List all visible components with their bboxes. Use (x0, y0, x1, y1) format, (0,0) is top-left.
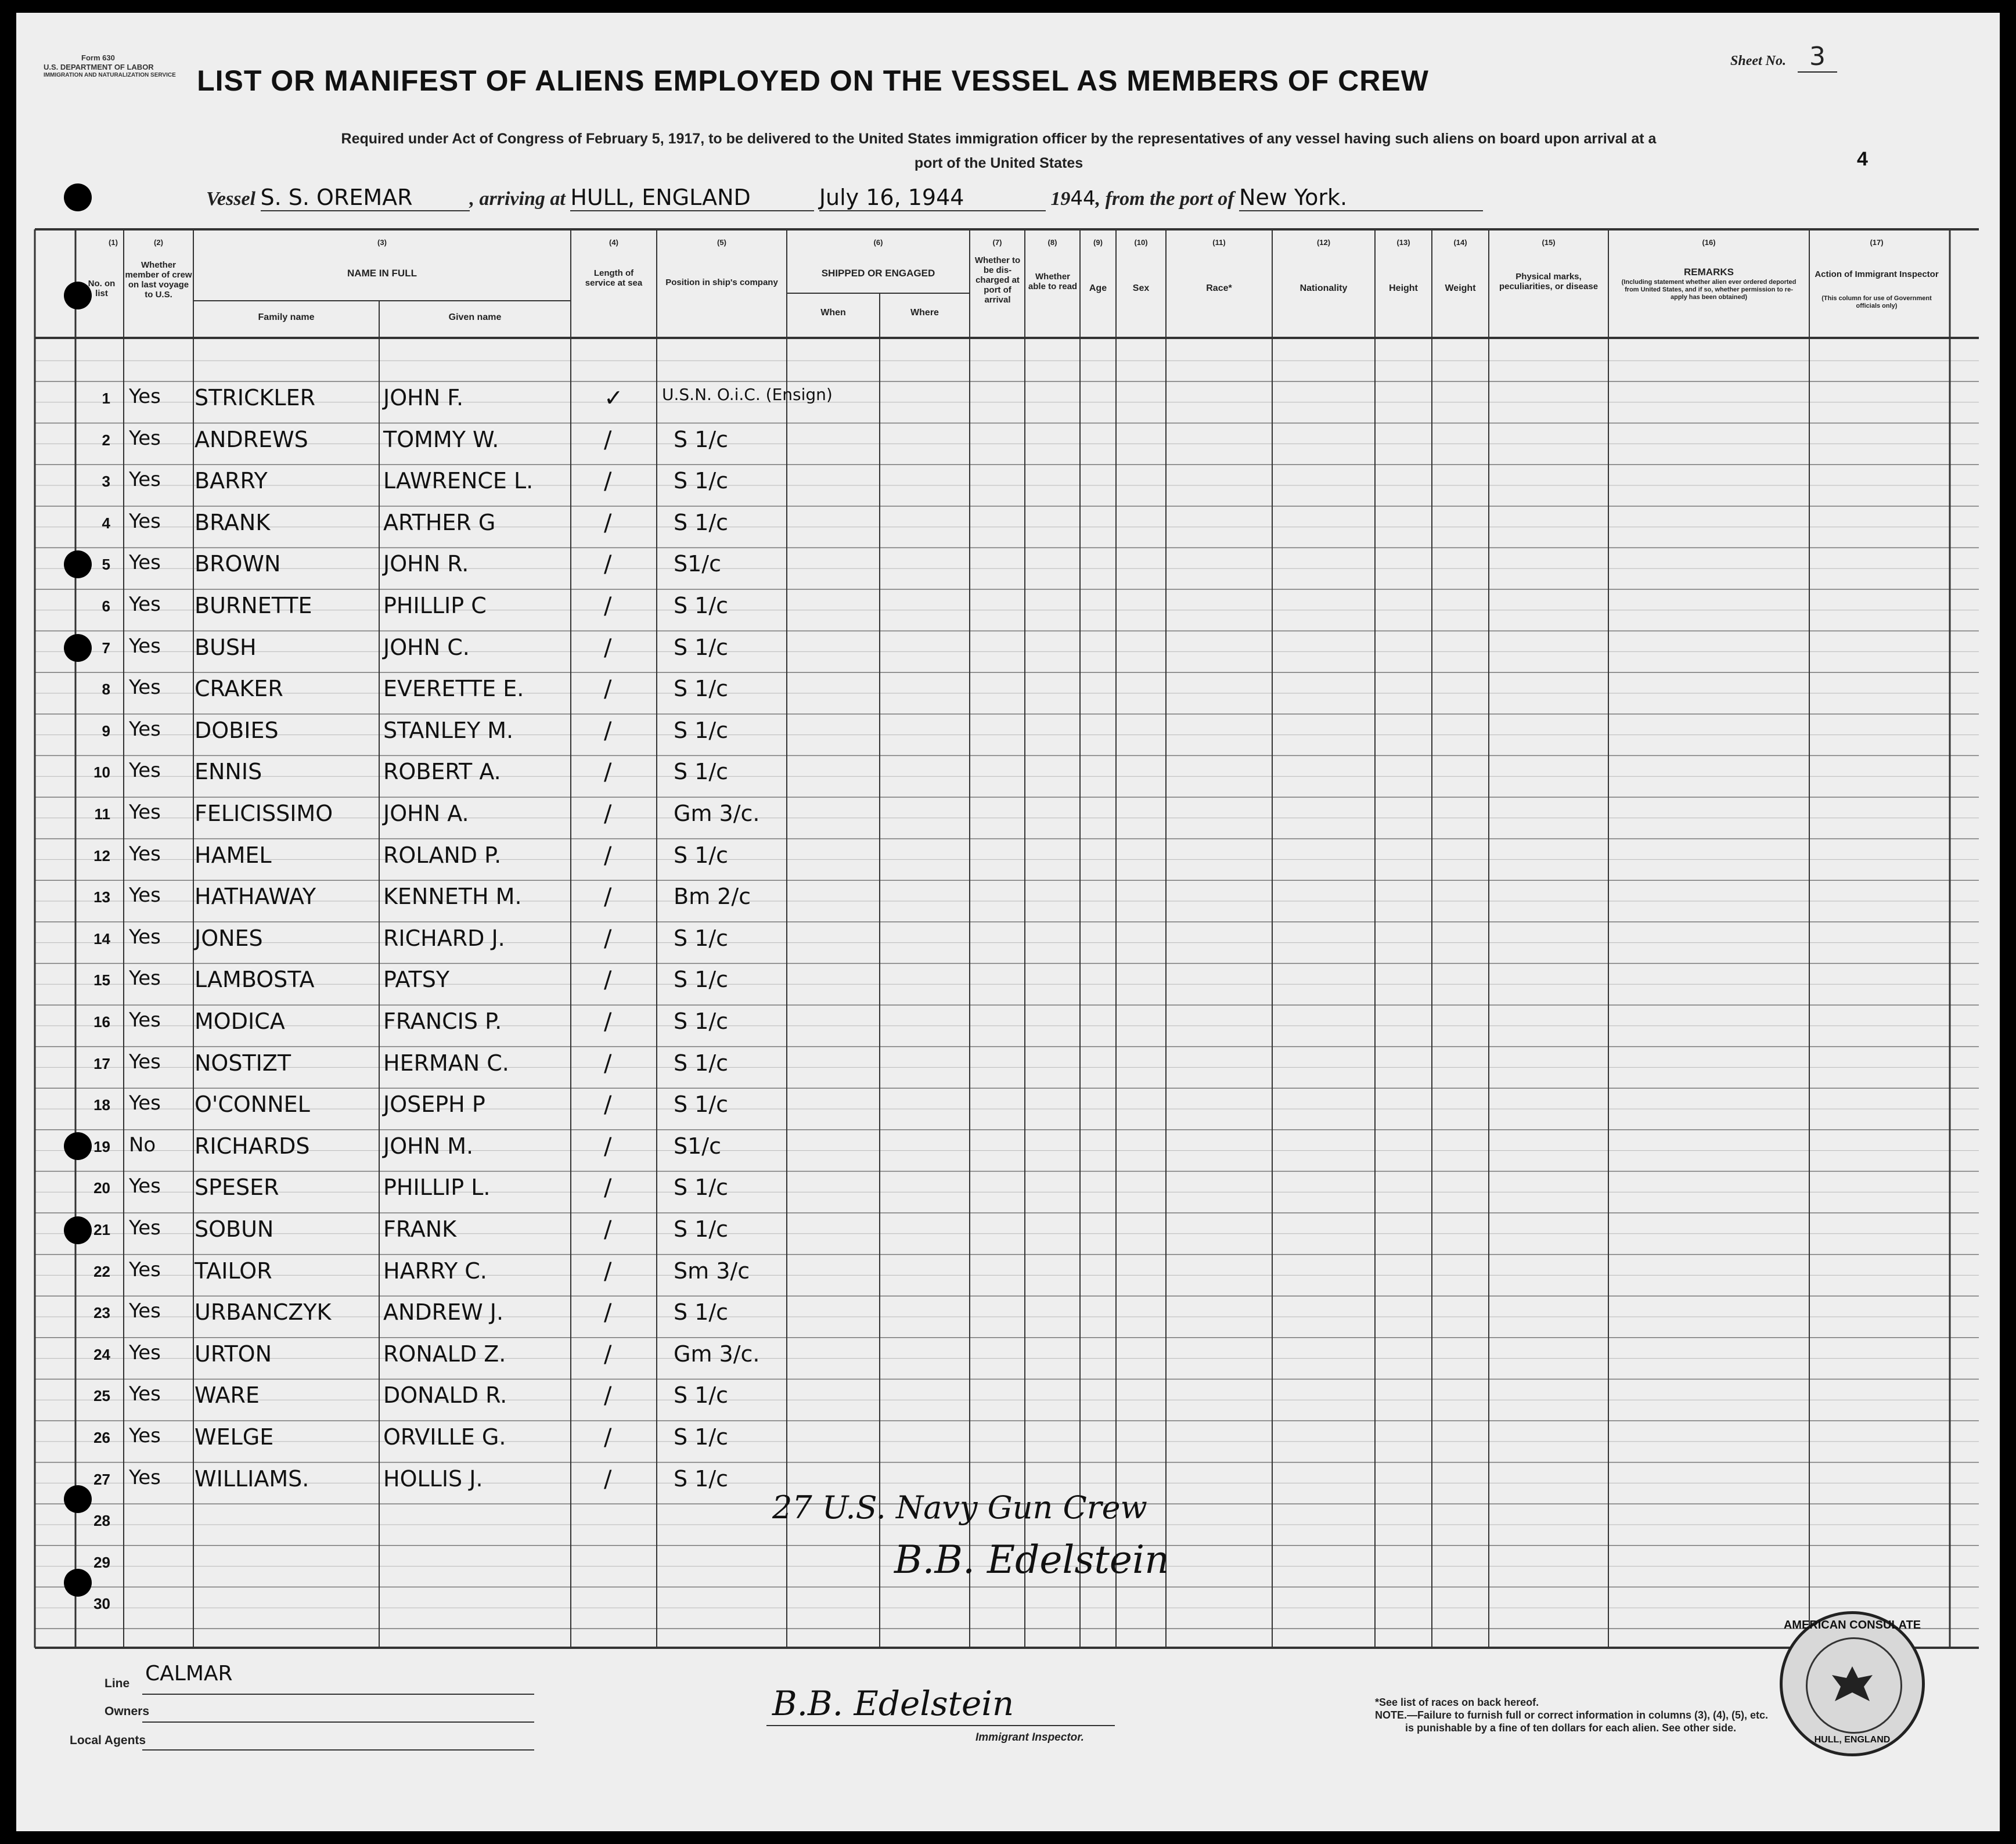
service-cell: / (604, 509, 612, 536)
family-name-cell: BROWN (195, 551, 281, 577)
family-name-cell: HATHAWAY (195, 884, 316, 910)
given-name-cell: HARRY C. (383, 1258, 487, 1284)
service-cell: / (604, 1050, 612, 1077)
row-number: 12 (93, 847, 110, 865)
service-cell: / (604, 925, 612, 952)
position-cell: S 1/c (674, 468, 729, 494)
position-cell: S 1/c (674, 593, 729, 618)
from-port-label: , from the port of (1095, 188, 1234, 210)
from-port: New York. (1239, 185, 1483, 211)
arrival-date: July 16, 1944 (819, 185, 1046, 211)
previous-voyage-cell: Yes (129, 717, 161, 741)
row-number: 3 (102, 473, 110, 491)
position-cell: S 1/c (674, 967, 729, 993)
owners-label: Owners (105, 1705, 150, 1718)
consulate-stamp (1780, 1611, 1925, 1756)
row-number: 20 (93, 1179, 110, 1197)
given-name-cell: JOHN R. (383, 551, 469, 577)
row-number: 10 (93, 763, 110, 781)
given-name-cell: FRANK (383, 1216, 457, 1242)
stamp-top-text: AMERICAN CONSULATE (1783, 1619, 1921, 1631)
row-number: 21 (93, 1221, 110, 1238)
previous-voyage-cell: Yes (129, 967, 161, 991)
form-department: U.S. DEPARTMENT OF LABOR (44, 63, 154, 71)
position-cell: S 1/c (674, 1216, 729, 1242)
position-cell: Gm 3/c. (674, 801, 760, 826)
col-num-4: (4) (609, 238, 618, 247)
row-number: 22 (93, 1262, 110, 1280)
line-value: CALMAR (145, 1662, 233, 1685)
col-header-name: NAME IN FULL (347, 268, 417, 279)
position-cell: U.S.N. O.i.C. (Ensign) (662, 385, 833, 404)
given-name-cell: JOHN A. (383, 801, 469, 826)
col-num-11: (11) (1212, 238, 1226, 247)
previous-voyage-cell: Yes (129, 468, 161, 492)
family-name-cell: WILLIAMS. (195, 1465, 309, 1492)
service-cell: / (604, 551, 612, 578)
position-cell: S 1/c (674, 1465, 729, 1492)
col-header-when: When (820, 308, 846, 318)
col-header-discharged: Whether to be dis-charged at port of arrival (974, 255, 1021, 305)
row-number: 8 (102, 680, 110, 698)
row-number: 24 (93, 1345, 110, 1363)
given-name-cell: EVERETTE E. (383, 676, 524, 702)
form-service: IMMIGRATION AND NATURALIZATION SERVICE (44, 72, 176, 78)
previous-voyage-cell: Yes (129, 593, 161, 616)
subtitle-line-2: port of the United States (914, 155, 1083, 171)
given-name-cell: HERMAN C. (383, 1050, 509, 1076)
service-cell: / (604, 1175, 612, 1202)
family-name-cell: WELGE (195, 1424, 274, 1450)
previous-voyage-cell: Yes (129, 1424, 161, 1447)
service-cell: / (604, 593, 612, 620)
given-name-cell: RONALD Z. (383, 1341, 506, 1367)
row-number: 16 (93, 1013, 110, 1031)
given-name-cell: ANDREW J. (383, 1299, 504, 1326)
given-name-cell: PATSY (383, 967, 450, 993)
inspector-signature: B.B. Edelstein (772, 1684, 1014, 1723)
row-number: 17 (93, 1054, 110, 1072)
position-cell: S 1/c (674, 1175, 729, 1201)
previous-voyage-cell: Yes (129, 1341, 161, 1364)
previous-voyage-cell: Yes (129, 385, 161, 408)
row-number: 28 (93, 1512, 110, 1530)
family-name-cell: RICHARDS (195, 1133, 310, 1159)
col-num-10: (10) (1134, 238, 1148, 247)
col-num-2: (2) (154, 238, 163, 247)
position-cell: Bm 2/c (674, 884, 751, 910)
previous-voyage-cell: Yes (129, 676, 161, 700)
row-number: 4 (102, 514, 110, 532)
given-name-cell: ROLAND P. (383, 842, 502, 868)
previous-voyage-cell: No (129, 1133, 156, 1157)
subtitle-line-1: Required under Act of Congress of February 5, 1917, to be delivered to the United States immigration officer by the representatives of any vessel having such aliens on board upon arrival at a (341, 131, 1657, 147)
col-header-inspector-note: (This column for use of Government officials only) (1821, 295, 1932, 309)
row-number: 30 (93, 1595, 110, 1613)
previous-voyage-cell: Yes (129, 551, 161, 575)
col-header-nationality: Nationality (1299, 283, 1348, 293)
row-number: 7 (102, 639, 110, 657)
inspector-label: Immigrant Inspector. (975, 1731, 1084, 1744)
previous-voyage-cell: Yes (129, 842, 161, 866)
service-cell: / (604, 842, 612, 869)
previous-voyage-cell: Yes (129, 1465, 161, 1489)
col-num-6: (6) (873, 238, 883, 247)
row-number: 11 (94, 805, 110, 823)
given-name-cell: JOHN M. (383, 1133, 474, 1159)
col-num-16: (16) (1702, 238, 1716, 247)
row-number: 9 (102, 722, 110, 740)
year-written: 44 (1070, 187, 1096, 210)
gun-crew-annotation: 27 U.S. Navy Gun Crew (772, 1489, 1147, 1526)
col-num-3: (3) (377, 238, 387, 247)
row-number: 6 (102, 597, 110, 615)
family-name-cell: MODICA (195, 1009, 285, 1034)
local-agents-label: Local Agents (70, 1734, 146, 1747)
failure-note: NOTE.—Failure to furnish full or correct information in columns (3), (4), (5), etc. (1375, 1709, 1769, 1721)
position-cell: S 1/c (674, 1424, 729, 1450)
given-name-cell: PHILLIP L. (383, 1175, 491, 1201)
row-number: 18 (93, 1096, 110, 1114)
given-name-cell: TOMMY W. (383, 426, 499, 452)
col-header-remarks: REMARKS (1684, 266, 1734, 278)
year-printed: 19 (1050, 188, 1071, 210)
vessel-label: Vessel (206, 188, 255, 210)
family-name-cell: ENNIS (195, 759, 262, 785)
given-name-cell: PHILLIP C (383, 593, 487, 618)
row-number: 26 (93, 1429, 110, 1446)
family-name-cell: DOBIES (195, 717, 279, 743)
stamp-bottom-text: HULL, ENGLAND (1814, 1735, 1891, 1745)
col-header-age: Age (1089, 283, 1107, 293)
family-name-cell: BUSH (195, 634, 257, 660)
row-number: 1 (102, 390, 110, 407)
previous-voyage-cell: Yes (129, 1092, 161, 1115)
position-cell: S 1/c (674, 717, 729, 743)
family-name-cell: WARE (195, 1382, 260, 1409)
family-name-cell: CRAKER (195, 676, 283, 702)
previous-voyage-cell: Yes (129, 759, 161, 783)
given-name-cell: RICHARD J. (383, 925, 505, 951)
col-header-no: No. on list (88, 279, 116, 298)
given-name-cell: JOSEPH P (383, 1092, 485, 1118)
col-header-physical-marks: Physical marks, peculiarities, or disease (1499, 272, 1599, 291)
service-cell: / (604, 759, 612, 786)
service-cell: / (604, 1299, 612, 1327)
position-cell: S 1/c (674, 842, 729, 868)
position-cell: S 1/c (674, 1092, 729, 1118)
page-number: 4 (1857, 148, 1868, 170)
col-header-sex: Sex (1132, 283, 1150, 293)
service-cell: / (604, 1216, 612, 1243)
vessel-name: S. S. OREMAR (261, 185, 470, 211)
row-number: 2 (102, 431, 110, 449)
family-name-cell: ANDREWS (195, 426, 308, 452)
col-header-able-to-read: Whether able to read (1028, 272, 1078, 291)
col-num-12: (12) (1316, 238, 1331, 247)
service-cell: / (604, 1092, 612, 1119)
row-number: 13 (93, 888, 110, 906)
service-cell: / (604, 967, 612, 994)
family-name-cell: HAMEL (195, 842, 272, 868)
family-name-cell: URBANCZYK (195, 1299, 332, 1326)
col-num-15: (15) (1542, 238, 1556, 247)
given-name-cell: DONALD R. (383, 1382, 507, 1409)
position-cell: S 1/c (674, 509, 729, 535)
family-name-cell: JONES (195, 925, 263, 951)
col-header-family-name: Family name (258, 312, 315, 322)
col-num-7: (7) (992, 238, 1002, 247)
given-name-cell: ORVILLE G. (383, 1424, 506, 1450)
service-cell: / (604, 717, 612, 744)
row-number: 25 (93, 1387, 110, 1405)
previous-voyage-cell: Yes (129, 801, 161, 824)
family-name-cell: SPESER (195, 1175, 279, 1201)
col-header-race: Race* (1206, 283, 1232, 293)
service-cell: / (604, 1382, 612, 1410)
position-cell: S 1/c (674, 1382, 729, 1409)
position-cell: S1/c (674, 551, 721, 577)
family-name-cell: NOSTIZT (195, 1050, 291, 1076)
previous-voyage-cell: Yes (129, 634, 161, 658)
fine-note: is punishable by a fine of ten dollars for each alien. See other side. (1405, 1722, 1737, 1734)
previous-voyage-cell: Yes (129, 1009, 161, 1032)
position-cell: S1/c (674, 1133, 721, 1159)
family-name-cell: LAMBOSTA (195, 967, 315, 993)
row-number: 15 (93, 971, 110, 989)
col-num-13: (13) (1396, 238, 1410, 247)
previous-voyage-cell: Yes (129, 925, 161, 949)
position-cell: S 1/c (674, 426, 729, 452)
sheet-value: 3 (1798, 42, 1837, 73)
family-name-cell: BRANK (195, 509, 271, 535)
position-cell: Sm 3/c (674, 1258, 750, 1284)
col-header-weight: Weight (1445, 283, 1476, 293)
family-name-cell: STRICKLER (195, 385, 315, 410)
col-header-where: Where (910, 308, 939, 318)
sheet-label: Sheet No. (1730, 53, 1786, 69)
punch-hole (64, 1485, 92, 1513)
col-header-height: Height (1389, 283, 1418, 293)
position-cell: S 1/c (674, 634, 729, 660)
col-header-given-name: Given name (448, 312, 502, 322)
given-name-cell: JOHN C. (383, 634, 470, 660)
given-name-cell: JOHN F. (383, 385, 464, 410)
service-cell: / (604, 676, 612, 703)
service-cell: / (604, 884, 612, 911)
col-header-length-of-service: Length of service at sea (585, 268, 643, 288)
previous-voyage-cell: Yes (129, 426, 161, 450)
col-num-8: (8) (1047, 238, 1057, 247)
family-name-cell: O'CONNEL (195, 1092, 310, 1118)
col-num-17: (17) (1870, 238, 1884, 247)
arriving-label: , arriving at (469, 188, 566, 210)
vessel-line (206, 185, 1483, 211)
service-cell: / (604, 1424, 612, 1451)
position-cell: S 1/c (674, 1299, 729, 1326)
position-cell: Gm 3/c. (674, 1341, 760, 1367)
form-number: Form 630 (81, 53, 115, 62)
annotation-signature: B.B. Edelstein (894, 1537, 1169, 1582)
col-num-1: (1) (109, 238, 118, 247)
family-name-cell: SOBUN (195, 1216, 274, 1242)
service-cell: / (604, 1258, 612, 1285)
punch-hole (64, 183, 92, 211)
given-name-cell: LAWRENCE L. (383, 468, 534, 494)
sheet-number (1730, 42, 1837, 71)
previous-voyage-cell: Yes (129, 509, 161, 533)
position-cell: S 1/c (674, 676, 729, 702)
family-name-cell: TAILOR (195, 1258, 272, 1284)
col-num-9: (9) (1093, 238, 1103, 247)
col-header-remarks-note: (Including statement whether alien ever ordered deported from United States, and if so, whether permission to re-apply has been obtained) (1621, 279, 1797, 301)
service-cell: / (604, 426, 612, 453)
position-cell: S 1/c (674, 759, 729, 785)
col-header-previous-voyage: Whether member of crew on last voyage to U.S. (125, 260, 192, 300)
previous-voyage-cell: Yes (129, 1382, 161, 1406)
service-cell: / (604, 468, 612, 495)
position-cell: S 1/c (674, 925, 729, 951)
col-header-position: Position in ship's company (665, 278, 778, 287)
family-name-cell: FELICISSIMO (195, 801, 333, 826)
eagle-emblem-icon (1823, 1661, 1881, 1707)
position-cell: S 1/c (674, 1050, 729, 1076)
row-number: 23 (93, 1304, 110, 1322)
given-name-cell: KENNETH M. (383, 884, 522, 910)
service-cell: / (604, 1133, 612, 1160)
col-num-14: (14) (1453, 238, 1467, 247)
row-number: 5 (102, 556, 110, 574)
position-cell: S 1/c (674, 1009, 729, 1034)
given-name-cell: HOLLIS J. (383, 1465, 483, 1492)
row-number: 19 (93, 1137, 110, 1155)
previous-voyage-cell: Yes (129, 884, 161, 907)
row-number: 14 (93, 930, 110, 948)
service-cell: ✓ (604, 385, 624, 412)
previous-voyage-cell: Yes (129, 1216, 161, 1240)
races-note: *See list of races on back hereof. (1375, 1697, 1539, 1708)
service-cell: / (604, 1465, 612, 1493)
service-cell: / (604, 801, 612, 827)
service-cell: / (604, 634, 612, 661)
previous-voyage-cell: Yes (129, 1050, 161, 1074)
family-name-cell: URTON (195, 1341, 272, 1367)
given-name-cell: ARTHER G (383, 509, 496, 535)
service-cell: / (604, 1009, 612, 1035)
given-name-cell: STANLEY M. (383, 717, 514, 743)
given-name-cell: ROBERT A. (383, 759, 501, 785)
col-header-inspector-action: Action of Immigrant Inspector (1815, 269, 1939, 279)
punch-hole (64, 1569, 92, 1597)
given-name-cell: FRANCIS P. (383, 1009, 502, 1034)
row-number: 27 (93, 1470, 110, 1488)
row-number: 29 (93, 1553, 110, 1571)
page-subtitle (99, 127, 1899, 175)
line-label: Line (105, 1677, 130, 1690)
family-name-cell: BURNETTE (195, 593, 312, 618)
col-header-shipped: SHIPPED OR ENGAGED (821, 268, 935, 279)
previous-voyage-cell: Yes (129, 1175, 161, 1198)
col-num-5: (5) (717, 238, 726, 247)
family-name-cell: BARRY (195, 468, 268, 494)
previous-voyage-cell: Yes (129, 1258, 161, 1281)
service-cell: / (604, 1341, 612, 1368)
previous-voyage-cell: Yes (129, 1299, 161, 1323)
arriving-at: HULL, ENGLAND (570, 185, 814, 211)
page-title: LIST OR MANIFEST OF ALIENS EMPLOYED ON THE VESSEL AS MEMBERS OF CREW (197, 64, 1429, 97)
